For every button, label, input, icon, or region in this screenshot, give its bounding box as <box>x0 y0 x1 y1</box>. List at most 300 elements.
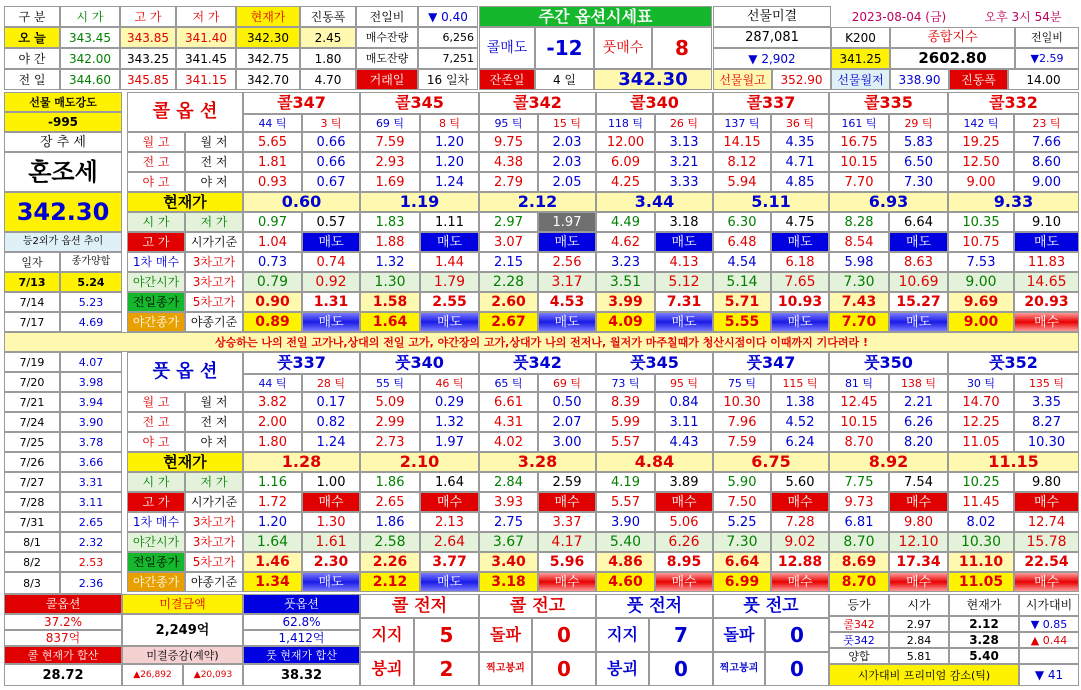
put-night_hi-text: 4.02 <box>494 434 523 450</box>
put-fifth_high-text: 17.34 <box>896 554 941 570</box>
call-label-month_lo-text: 월 저 <box>200 135 228 149</box>
put-night_open_b-text: 9.02 <box>784 534 816 550</box>
put-fifth_high-text: 2.30 <box>313 554 349 570</box>
put-open <box>948 472 1014 492</box>
put-night_open <box>829 532 889 552</box>
call-third_high-text: 8.63 <box>904 254 933 270</box>
put-tick-dn <box>420 374 479 392</box>
stat-label-a-text: 지지 <box>607 625 638 644</box>
put-tick-dn <box>771 374 829 392</box>
put-low-text: 1.64 <box>435 474 464 490</box>
trend-sum <box>60 412 122 432</box>
eq-col-0 <box>829 594 889 616</box>
put-tick-dn-text: 28 틱 <box>316 376 346 390</box>
trend-sum <box>60 472 122 492</box>
put-night_open <box>713 532 771 552</box>
call-night_basis <box>771 312 829 332</box>
put-month_lo <box>771 392 829 412</box>
stat-value-a <box>532 618 596 652</box>
put-night_close-text: 6.99 <box>724 574 760 590</box>
call-night_hi-text: 5.94 <box>727 174 757 190</box>
call-prev_close <box>948 292 1014 312</box>
put-label-prev_close <box>127 552 185 572</box>
put-night_basis-text: 매도 <box>318 574 344 590</box>
put-tick-up-text: 30 틱 <box>966 376 996 390</box>
call-night_basis-text: 매수 <box>1033 314 1060 330</box>
put-month_hi <box>479 392 538 412</box>
put-prev_lo <box>420 412 479 432</box>
call-night_lo-text: 7.30 <box>904 174 933 190</box>
trend-date <box>4 312 60 332</box>
call-prev_hi-text: 4.38 <box>494 154 523 170</box>
big-price-text: 342.30 <box>618 69 688 90</box>
k200-text: 341.25 <box>839 51 882 66</box>
put-first_buy-text: 8.02 <box>966 514 996 530</box>
call-tick-dn-text: 3 틱 <box>320 116 342 130</box>
call-first_buy-text: 4.54 <box>727 254 757 270</box>
put-month_hi <box>243 392 302 412</box>
call-label-prev_lo <box>185 152 243 172</box>
call-amt <box>4 630 122 646</box>
put-label-night_open <box>127 532 185 552</box>
eq-cur-text: 3.28 <box>969 633 999 647</box>
put-prev_close <box>829 552 889 572</box>
trend-sum <box>60 432 122 452</box>
header-col-4-text: 현재가 <box>250 9 286 24</box>
call-open <box>596 212 655 232</box>
call-fifth_high <box>655 292 713 312</box>
header-col-0-text: 구 분 <box>18 9 46 24</box>
header-high-1-text: 343.25 <box>127 51 169 66</box>
put-month_hi <box>713 392 771 412</box>
premium-text: ▼ 41 <box>1034 668 1064 682</box>
call-night_lo <box>538 172 596 192</box>
trend2-label-text: 등2외가 옵션 추이 <box>22 236 104 247</box>
put-night_basis-text: 매수 <box>671 574 697 590</box>
call-night_basis <box>538 312 596 332</box>
header-cur-2 <box>236 69 300 90</box>
stat-value-a-text: 7 <box>674 623 688 647</box>
call-prev_hi <box>829 152 889 172</box>
put-third_high <box>420 512 479 532</box>
call-night_open-text: 5.14 <box>726 274 758 290</box>
call-current <box>948 192 1079 212</box>
header-swing-0 <box>300 27 356 48</box>
call-fifth_high-text: 7.31 <box>666 294 702 310</box>
call-night_lo <box>771 172 829 192</box>
call-first_buy-text: 0.73 <box>258 254 287 270</box>
put-month_hi <box>948 392 1014 412</box>
put-low <box>889 472 948 492</box>
put-label-night_hi-text: 야 고 <box>142 435 170 449</box>
put-night_hi <box>243 432 302 452</box>
eq-col-3-text: 시가대비 <box>1025 598 1073 612</box>
prev-value-text: ▼ 0.40 <box>428 9 468 24</box>
call-strike-2-text: 콜342 <box>513 93 562 112</box>
trend-sum-text: 3.66 <box>78 455 104 469</box>
put-tick-dn-text: 135 틱 <box>1028 376 1065 390</box>
trend-sum-text: 5.24 <box>77 275 105 289</box>
call-night_close-text: 1.64 <box>372 314 408 330</box>
call-tick-dn-text: 8 틱 <box>438 116 461 130</box>
header-swing-2-text: 4.70 <box>314 72 342 87</box>
oi-chg-b-text: ▲20,093 <box>193 669 233 680</box>
call-label-third_high <box>185 252 243 272</box>
call-low-text: 1.11 <box>435 214 464 230</box>
put-first_buy <box>360 512 420 532</box>
trade-day <box>418 69 478 90</box>
call-third_high <box>771 252 829 272</box>
eq-col-2-text: 현재가 <box>966 598 1002 612</box>
call-prev_lo-text: 1.20 <box>435 154 464 170</box>
stat-label-b-text: 붕괴 <box>371 659 403 678</box>
put-month_lo <box>420 392 479 412</box>
call-high-text: 3.07 <box>494 234 523 250</box>
eq-cur <box>949 648 1019 664</box>
call-strike-1 <box>360 92 479 114</box>
stat-value-b <box>532 652 596 686</box>
strength-label <box>4 92 122 112</box>
call-high-text: 1.04 <box>258 234 287 250</box>
call-tick-up-text: 161 틱 <box>841 116 877 130</box>
call-night_hi-text: 7.70 <box>844 174 874 190</box>
put-tick-up <box>713 374 771 392</box>
call-night_open-text: 3.51 <box>609 274 642 290</box>
put-third_high <box>771 512 829 532</box>
call-prev_hi <box>713 152 771 172</box>
call-prev_hi <box>479 152 538 172</box>
stat-head-1-text: 콜 전고 <box>509 595 566 616</box>
put-label-month_lo-text: 월 저 <box>200 395 228 409</box>
put-current <box>243 452 360 472</box>
put-night_close <box>243 572 302 592</box>
kospi-text: 2602.80 <box>918 49 987 67</box>
eq-open-text: 2.97 <box>906 617 932 631</box>
put-fifth_high <box>889 552 948 572</box>
call-night_close-text: 2.67 <box>491 314 526 330</box>
call-tick-dn-text: 36 틱 <box>785 116 815 130</box>
put-night_hi <box>713 432 771 452</box>
put-current <box>479 452 596 472</box>
put-strike-3-text: 풋345 <box>630 353 679 372</box>
put-label-fifth_high-text: 5차고가 <box>192 555 236 569</box>
call-open <box>360 212 420 232</box>
call-night_close-text: 5.55 <box>724 314 760 330</box>
put-open <box>243 472 302 492</box>
call-high <box>829 232 889 252</box>
buy-rem <box>418 27 478 48</box>
put-basis <box>1014 492 1079 512</box>
col-sum-text: 종가양합 <box>71 256 111 267</box>
stat-label-a-text: 지지 <box>371 625 403 644</box>
call-strike-6 <box>948 92 1079 114</box>
call-low <box>538 212 596 232</box>
call-night_hi-text: 1.69 <box>375 174 405 190</box>
call-fifth_high-text: 10.93 <box>777 294 823 310</box>
put-sum <box>243 664 360 686</box>
put-low <box>420 472 479 492</box>
call-open <box>479 212 538 232</box>
trend-sum <box>60 512 122 532</box>
put-low <box>302 472 360 492</box>
put-basis-text: 매수 <box>436 494 463 510</box>
call-night_open-text: 9.00 <box>965 274 997 290</box>
call-tick-dn-text: 29 틱 <box>904 116 933 130</box>
put-high-text: 3.93 <box>494 494 523 510</box>
call-high <box>360 232 420 252</box>
stat-label-a-text: 돌파 <box>723 625 755 644</box>
call-month_lo <box>771 132 829 152</box>
put-prev_close <box>713 552 771 572</box>
call-night_hi-text: 4.25 <box>611 174 640 190</box>
call-strike-6-text: 콜332 <box>989 93 1038 112</box>
call-night_close-text: 0.89 <box>255 314 290 330</box>
put-night_close <box>829 572 889 592</box>
eq-open-text: 2.84 <box>906 633 932 647</box>
put-label-night_hi <box>127 432 185 452</box>
put-low-text: 5.60 <box>785 474 815 490</box>
eq-col-1-text: 시가 <box>907 598 931 612</box>
put-open-text: 7.75 <box>844 474 874 490</box>
trade-day-label <box>356 69 418 90</box>
rem-day <box>535 69 594 90</box>
call-night_close <box>948 312 1014 332</box>
call-prev_lo <box>420 152 479 172</box>
call-high-text: 10.75 <box>962 234 1000 250</box>
put-current-text: 1.28 <box>281 452 322 471</box>
put-strike-2-text: 풋342 <box>513 353 562 372</box>
put-night_open-text: 8.70 <box>843 534 875 550</box>
call-current <box>479 192 596 212</box>
call-first_buy <box>948 252 1014 272</box>
call-third_high <box>420 252 479 272</box>
oi-chg-label-text: 미결증감(계약) <box>146 648 219 662</box>
call-night_basis <box>420 312 479 332</box>
call-low <box>1014 212 1079 232</box>
call-month_hi <box>713 132 771 152</box>
call-month_lo-text: 3.13 <box>669 134 699 150</box>
put-high <box>479 492 538 512</box>
call-month_hi-text: 14.15 <box>723 134 761 150</box>
call-open-text: 6.30 <box>727 214 757 230</box>
call-night_open <box>596 272 655 292</box>
call-prev_close-text: 9.69 <box>963 294 999 310</box>
put-night_close-text: 2.12 <box>372 574 408 590</box>
call-prev_close <box>596 292 655 312</box>
trend-sum-text: 3.94 <box>78 395 104 409</box>
stat-head-2-text: 풋 전저 <box>626 595 683 616</box>
rem-day-label-text: 잔존일 <box>489 72 525 87</box>
call-basis <box>420 232 479 252</box>
stat-value-b <box>765 652 829 686</box>
header-cur-1 <box>236 48 300 69</box>
put-current <box>948 452 1079 472</box>
call-night_open_b <box>538 272 596 292</box>
call-night_lo-text: 1.24 <box>435 174 464 190</box>
call-first_buy-text: 7.53 <box>966 254 996 270</box>
call-prev_lo-text: 8.60 <box>1032 154 1061 170</box>
call-basis-text: 매도 <box>436 234 463 250</box>
call-month_hi-text: 9.75 <box>494 134 523 150</box>
put-label-month_lo <box>185 392 243 412</box>
put-strike-6-text: 풋352 <box>989 353 1038 372</box>
call-open-text: 2.97 <box>494 214 523 230</box>
put-basis-text: 매수 <box>1033 494 1060 510</box>
call-month_lo-text: 7.66 <box>1032 134 1061 150</box>
trend-sum <box>60 552 122 572</box>
call-first_buy <box>596 252 655 272</box>
sell-rem-label <box>356 48 418 69</box>
put-label-prev_hi <box>127 412 185 432</box>
header-low-2 <box>176 69 236 90</box>
buy-rem-label-text: 매수잔량 <box>365 31 409 44</box>
call-high <box>948 232 1014 252</box>
call-night_open_b <box>420 272 479 292</box>
call-night_lo-text: 9.00 <box>1032 174 1061 190</box>
put-third_high <box>1014 512 1079 532</box>
call-basis <box>1014 232 1079 252</box>
put-prev_hi-text: 7.96 <box>727 414 757 430</box>
strength-label-text: 선물 매도강도 <box>29 95 97 109</box>
month-lo-label <box>831 69 890 90</box>
eq-diff-text: ▼ 0.85 <box>1030 617 1068 631</box>
put-high-text: 2.65 <box>375 494 405 510</box>
call-month_hi <box>829 132 889 152</box>
fut-oi <box>713 27 831 48</box>
put-current-text: 2.10 <box>399 452 440 471</box>
put-prev_lo-text: 3.11 <box>669 414 699 430</box>
stat-value-a-text: 0 <box>790 623 804 647</box>
put-basis <box>420 492 479 512</box>
put-tick-up <box>829 374 889 392</box>
put-tick-up-text: 65 틱 <box>494 376 523 390</box>
put-label-prev_lo-text: 전 저 <box>200 415 228 429</box>
call-night_basis <box>302 312 360 332</box>
put-strike-4-text: 풋347 <box>746 353 796 372</box>
put-tick-up <box>243 374 302 392</box>
call-prev_close <box>243 292 302 312</box>
stat-value-a <box>649 618 713 652</box>
call-low <box>420 212 479 232</box>
call-night_basis <box>1014 312 1079 332</box>
call-night_close <box>596 312 655 332</box>
trend-sum <box>60 352 122 372</box>
call-month_lo-text: 4.35 <box>785 134 815 150</box>
trend-sum-text: 3.90 <box>78 415 104 429</box>
k200 <box>831 48 890 69</box>
call-sum <box>4 664 122 686</box>
put-label-night_open_b-text: 3차고가 <box>192 535 236 549</box>
put-strike-0 <box>243 352 360 374</box>
call-night_basis-text: 매도 <box>436 314 463 330</box>
header-cur-0-text: 342.30 <box>247 30 289 45</box>
put-night_open_b <box>1014 532 1079 552</box>
call-month_lo <box>538 132 596 152</box>
put-first_buy-text: 1.20 <box>258 514 287 530</box>
put-prev_hi-text: 5.99 <box>611 414 640 430</box>
trend-sum-text: 3.98 <box>78 375 104 389</box>
trend-date-text: 7/19 <box>19 355 45 369</box>
call-amt-text: 837억 <box>45 631 81 645</box>
stat-head-3-text: 풋 전고 <box>743 595 799 616</box>
call-month_hi <box>243 132 302 152</box>
put-night_lo-text: 3.00 <box>552 434 582 450</box>
call-night_close-text: 4.09 <box>608 314 643 330</box>
put-fifth_high <box>771 552 829 572</box>
call-label-month_hi-text: 월 고 <box>142 135 170 149</box>
call-high-text: 4.62 <box>611 234 640 250</box>
kospi <box>890 48 1015 69</box>
call-label-night_open-text: 야간시가 <box>132 275 180 289</box>
month-lo-text: 338.90 <box>898 72 941 87</box>
call-label-night_open_b <box>185 272 243 292</box>
header-high-0 <box>120 27 176 48</box>
trend-date <box>4 532 60 552</box>
put-current-text: 6.75 <box>751 452 791 471</box>
put-prev_lo <box>771 412 829 432</box>
call-prev_close-text: 5.71 <box>724 294 760 310</box>
put-night_close <box>713 572 771 592</box>
call-night_open <box>713 272 771 292</box>
call-label-high <box>127 232 185 252</box>
call-night_open_b <box>302 272 360 292</box>
call-low <box>771 212 829 232</box>
call-basis <box>655 232 713 252</box>
put-tick-up-text: 81 틱 <box>844 376 874 390</box>
put-prev_hi <box>479 412 538 432</box>
call-night_open <box>829 272 889 292</box>
put-night_lo-text: 1.97 <box>435 434 464 450</box>
call-high <box>713 232 771 252</box>
call-night_close <box>829 312 889 332</box>
put-third_high-text: 5.06 <box>669 514 699 530</box>
put-month_lo-text: 0.17 <box>316 394 346 410</box>
put-basis <box>538 492 596 512</box>
put-sum-text: 38.32 <box>280 667 323 683</box>
stat-head-1 <box>479 594 596 618</box>
put-prev_close-text: 6.64 <box>724 554 760 570</box>
put-tick-dn-text: 138 틱 <box>900 376 937 390</box>
put-night_open_b-text: 6.26 <box>668 534 700 550</box>
call-tick-dn <box>771 114 829 132</box>
put-title-text: 풋 옵 션 <box>152 361 218 382</box>
call-first_buy <box>829 252 889 272</box>
call-night_open_b <box>1014 272 1079 292</box>
put-first_buy <box>948 512 1014 532</box>
put-label-prev_lo <box>185 412 243 432</box>
put-night_hi <box>948 432 1014 452</box>
call-label-basis <box>185 232 243 252</box>
put-high-text: 7.50 <box>727 494 757 510</box>
call-basis <box>771 232 829 252</box>
header-col-5 <box>300 6 356 27</box>
header-col-1-text: 시 가 <box>76 9 104 24</box>
call-label-night_close-text: 야간종가 <box>132 315 180 329</box>
put-strike-2 <box>479 352 596 374</box>
put-open-text: 1.16 <box>258 474 287 490</box>
call-high <box>596 232 655 252</box>
put-fifth_high-text: 22.54 <box>1024 554 1069 570</box>
put-prev_hi <box>948 412 1014 432</box>
premium <box>1019 664 1079 686</box>
premium-label-text: 시가대비 프리미엄 감소(틱) <box>857 668 991 682</box>
put-third_high-text: 2.13 <box>435 514 464 530</box>
stat-value-b-text: 0 <box>790 657 804 681</box>
oi-chg-b <box>183 664 243 686</box>
call-strike-0-text: 콜347 <box>277 93 326 112</box>
strength <box>4 112 122 132</box>
put-night_hi-text: 7.59 <box>727 434 757 450</box>
